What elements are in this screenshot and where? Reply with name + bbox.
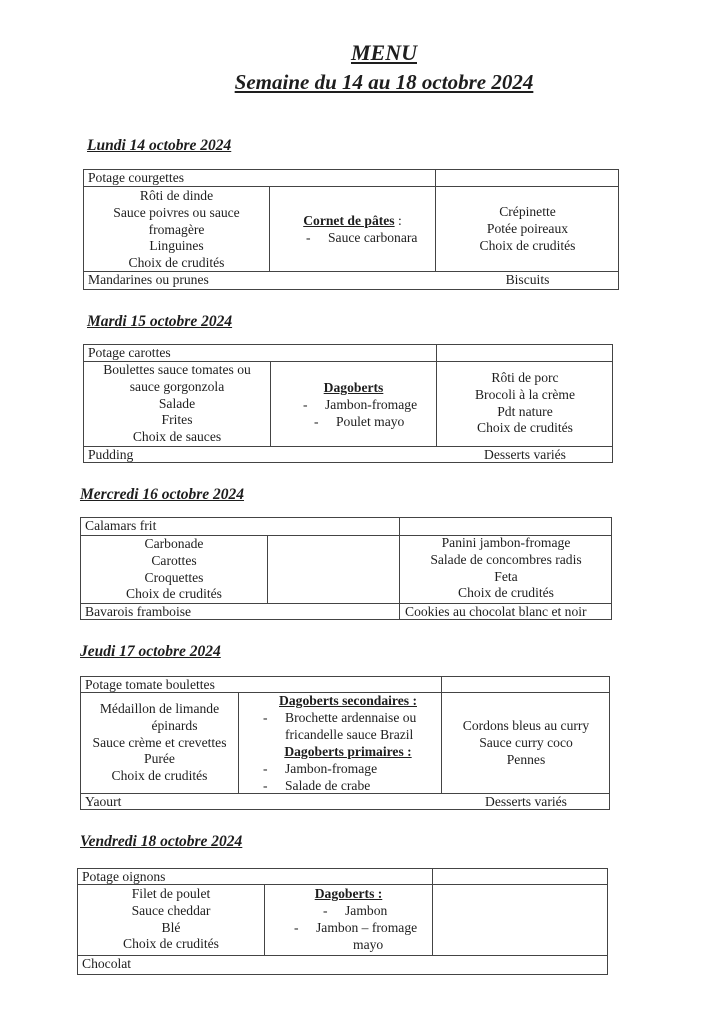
soup-thursday: Potage tomate boulettes (85, 677, 215, 692)
day-heading-wednesday: Mercredi 16 octobre 2024 (80, 486, 245, 503)
day-heading-thursday: Jeudi 17 octobre 2024 (80, 643, 221, 660)
sandwich-items-thursday: - Brochette ardennaise ou fricandelle sauce Brazil (263, 710, 417, 742)
dessert-friday: Chocolat (82, 956, 132, 971)
sandwich-heading2-thursday: Dagoberts primaires : (284, 744, 412, 759)
sandwich-monday: Cornet de pâtes : (303, 213, 402, 228)
sandwich-items2-friday: - Jambon – fromage mayo (294, 920, 418, 952)
soup-tuesday: Potage carottes (88, 345, 171, 360)
sandwich-heading-friday: Dagoberts : (314, 886, 383, 901)
main-dish-thursday: Médaillon de limande épinards Sauce crème et crevettes Purée Choix de crudités (92, 701, 227, 784)
dessert-alt-thursday: Desserts variés (485, 794, 567, 809)
dessert-monday: Mandarines ou prunes (88, 272, 209, 287)
page-title: MENU (350, 40, 417, 65)
main-dish-friday: Filet de poulet Sauce cheddar Blé Choix de crudités (123, 886, 219, 952)
main-dish-wednesday: Carbonade Carottes Croquettes Choix de crudités (126, 536, 222, 602)
sandwich-items-tuesday: - Jambon-fromage - Poulet mayo (303, 397, 418, 429)
sandwich-items2-thursday: - Jambon-fromage - Salade de crabe (263, 761, 378, 793)
soup-wednesday: Calamars frit (85, 518, 157, 533)
sandwich-items-friday: - Jambon (323, 903, 388, 918)
dessert-alt-wednesday: Cookies au chocolat blanc et noir (405, 604, 587, 619)
sandwich-tuesday: Dagoberts (323, 380, 384, 395)
soup-friday: Potage oignons (82, 869, 166, 884)
alt-dish-thursday: Cordons bleus au curry Sauce curry coco Pennes (462, 718, 590, 767)
alt-dish-tuesday: Rôti de porc Brocoli à la crème Pdt nature Choix de crudités (474, 370, 575, 436)
day-heading-monday: Lundi 14 octobre 2024 (87, 137, 232, 154)
dessert-alt-monday: Biscuits (505, 272, 550, 287)
sandwich-item-monday: - Sauce carbonara (306, 230, 418, 245)
page-subtitle: Semaine du 14 au 18 octobre 2024 (234, 70, 534, 94)
dessert-thursday: Yaourt (85, 794, 122, 809)
sandwich-heading-thursday: Dagoberts secondaires : (279, 693, 417, 708)
alt-dish-monday: Crépinette Potée poireaux Choix de crudités (479, 204, 576, 253)
dessert-tuesday: Pudding (88, 447, 134, 462)
day-heading-tuesday: Mardi 15 octobre 2024 (87, 313, 233, 330)
main-dish-monday: Rôti de dinde Sauce poivres ou sauce fromagère Linguines Choix de crudités (113, 188, 240, 271)
day-heading-friday: Vendredi 18 octobre 2024 (80, 833, 243, 850)
dessert-wednesday: Bavarois framboise (85, 604, 192, 619)
alt-dish-wednesday: Panini jambon-fromage Salade de concombres radis Feta Choix de crudités (430, 535, 582, 601)
soup-monday: Potage courgettes (88, 170, 185, 185)
main-dish-tuesday: Boulettes sauce tomates ou sauce gorgonzola Salade Frites Choix de sauces (103, 362, 251, 445)
dessert-alt-tuesday: Desserts variés (484, 447, 566, 462)
